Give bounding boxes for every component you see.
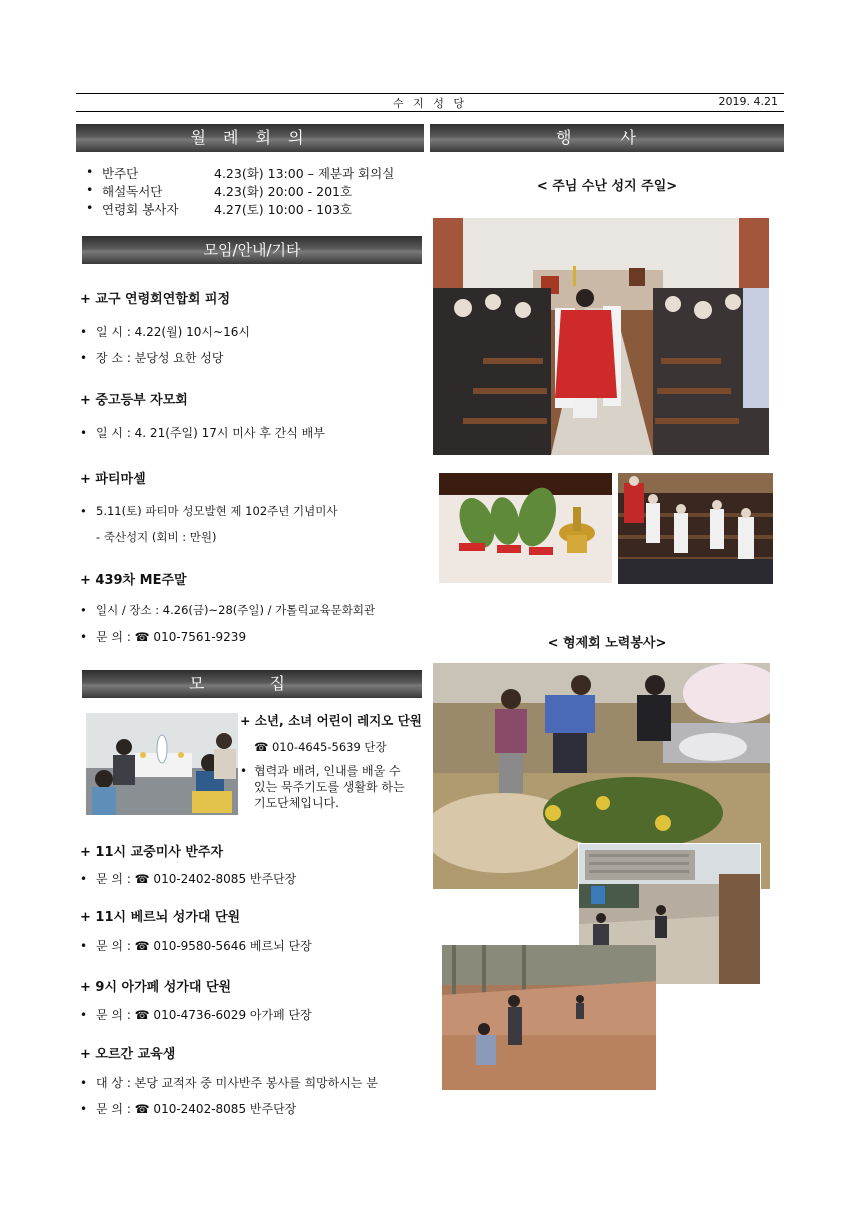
list-item — [86, 164, 395, 182]
notice-line: • 장 소 : 분당성 요한 성당 — [80, 351, 224, 365]
recruit-line: • 대 상 : 본당 교적자 중 미사반주 봉사를 희망하시는 분 — [80, 1076, 378, 1090]
section-title: 월 례 회 의 — [190, 128, 310, 147]
legio-desc-text: 기도단체입니다. — [254, 796, 339, 810]
meeting-detail: 4.23(화) 13:00 – 제분과 회의실 — [214, 166, 395, 181]
congregation-photo — [618, 473, 773, 584]
recruit-heading: + 11시 베르뇌 성가대 단원 — [80, 910, 241, 925]
section-title: 모임/안내/기타 — [203, 241, 301, 259]
notice-line: • 일시 / 장소 : 4.26(금)~28(주일) / 가톨릭교육문화회관 — [80, 603, 376, 617]
monthly-meeting-list — [86, 164, 395, 218]
recruit-line: • 문 의 : ☎ 010-2402-8085 반주단장 — [80, 872, 297, 886]
legio-desc-text: 협력과 배려, 인내를 배울 수 — [254, 764, 401, 778]
notice-heading: + 교구 연령회연합회 피정 — [80, 292, 231, 307]
recruit-line: • 문 의 : ☎ 010-2402-8085 반주단장 — [80, 1102, 297, 1116]
list-item — [86, 182, 353, 200]
section-header-notices — [82, 236, 422, 264]
palm-sunday-procession-photo — [433, 218, 769, 455]
meeting-name: 해설독서단 — [102, 184, 163, 199]
list-item — [86, 200, 353, 218]
recruit-text: 문 의 : ☎ 010-4736-6029 아가페 단장 — [96, 1008, 312, 1022]
notice-heading: + 439차 ME주말 — [80, 573, 187, 588]
meeting-name: 연령회 봉사자 — [102, 202, 179, 217]
recruit-text: 문 의 : ☎ 010-2402-8085 반주단장 — [96, 1102, 297, 1116]
notice-text: 일시 / 장소 : 4.26(금)~28(주일) / 가톨릭교육문화회관 — [96, 603, 376, 617]
notice-line: • 일 시 : 4. 21(주일) 17시 미사 후 간식 배부 — [80, 426, 325, 440]
section-header-monthly-meeting — [76, 124, 424, 152]
meeting-detail: 4.27(토) 10:00 - 103호 — [214, 202, 353, 217]
notice-text: 일 시 : 4.22(월) 10시~16시 — [96, 325, 250, 339]
recruit-heading: + 11시 교중미사 반주자 — [80, 845, 224, 860]
legio-desc-text: 있는 묵주기도를 생활화 하는 — [254, 780, 405, 794]
recruit-line: • 문 의 : ☎ 010-9580-5646 베르뇌 단장 — [80, 939, 312, 953]
section-header-events — [430, 124, 784, 152]
legio-phone: ☎ 010-4645-5639 단장 — [254, 740, 387, 754]
digging-slope-photo — [442, 945, 656, 1090]
legio-heading: + 소년, 소녀 어린이 레지오 단원 — [240, 713, 422, 728]
recruit-heading: + 오르간 교육생 — [80, 1047, 176, 1062]
legio-children-photo — [86, 713, 238, 815]
notice-heading: + 파티마셀 — [80, 472, 146, 487]
notice-subline: - 죽산성지 (회비 : 만원) — [96, 530, 217, 544]
header-rule-bottom — [76, 111, 784, 112]
notice-text: 일 시 : 4. 21(주일) 17시 미사 후 간식 배부 — [96, 426, 325, 440]
recruit-line: • 문 의 : ☎ 010-4736-6029 아가페 단장 — [80, 1008, 312, 1022]
page-header — [76, 94, 784, 110]
notice-line: • 5.11(토) 파티마 성모발현 제 102주년 기념미사 — [80, 504, 338, 518]
recruit-text: 문 의 : ☎ 010-9580-5646 베르뇌 단장 — [96, 939, 312, 953]
meeting-name: 반주단 — [102, 166, 139, 181]
recruit-text: 대 상 : 본당 교적자 중 미사반주 봉사를 희망하시는 분 — [96, 1076, 378, 1090]
notice-heading: + 중고등부 자모회 — [80, 393, 188, 408]
event-caption-palm-sunday: < 주님 수난 성지 주일> — [536, 179, 678, 194]
notice-line: • 일 시 : 4.22(월) 10시~16시 — [80, 325, 250, 339]
notice-text: 장 소 : 분당성 요한 성당 — [96, 351, 224, 365]
notice-text: 문 의 : ☎ 010-7561-9239 — [96, 630, 247, 644]
palm-fronds-photo — [439, 473, 612, 583]
event-caption-volunteer-work: < 형제회 노력봉사> — [547, 636, 667, 651]
section-title: 모 집 — [189, 674, 315, 693]
parish-name: 수 지 성 당 — [393, 97, 467, 110]
notice-text: 5.11(토) 파티마 성모발현 제 102주년 기념미사 — [96, 504, 338, 518]
section-title: 행 사 — [556, 128, 658, 147]
meeting-detail: 4.23(화) 20:00 - 201호 — [214, 184, 353, 199]
legio-desc: • 협력과 배려, 인내를 배울 수 — [240, 764, 401, 778]
recruit-text: 문 의 : ☎ 010-2402-8085 반주단장 — [96, 872, 297, 886]
issue-date: 2019. 4.21 — [718, 95, 778, 108]
recruit-heading: + 9시 아가페 성가대 단원 — [80, 980, 232, 995]
section-header-recruit — [82, 670, 422, 698]
notice-line: • 문 의 : ☎ 010-7561-9239 — [80, 630, 247, 644]
